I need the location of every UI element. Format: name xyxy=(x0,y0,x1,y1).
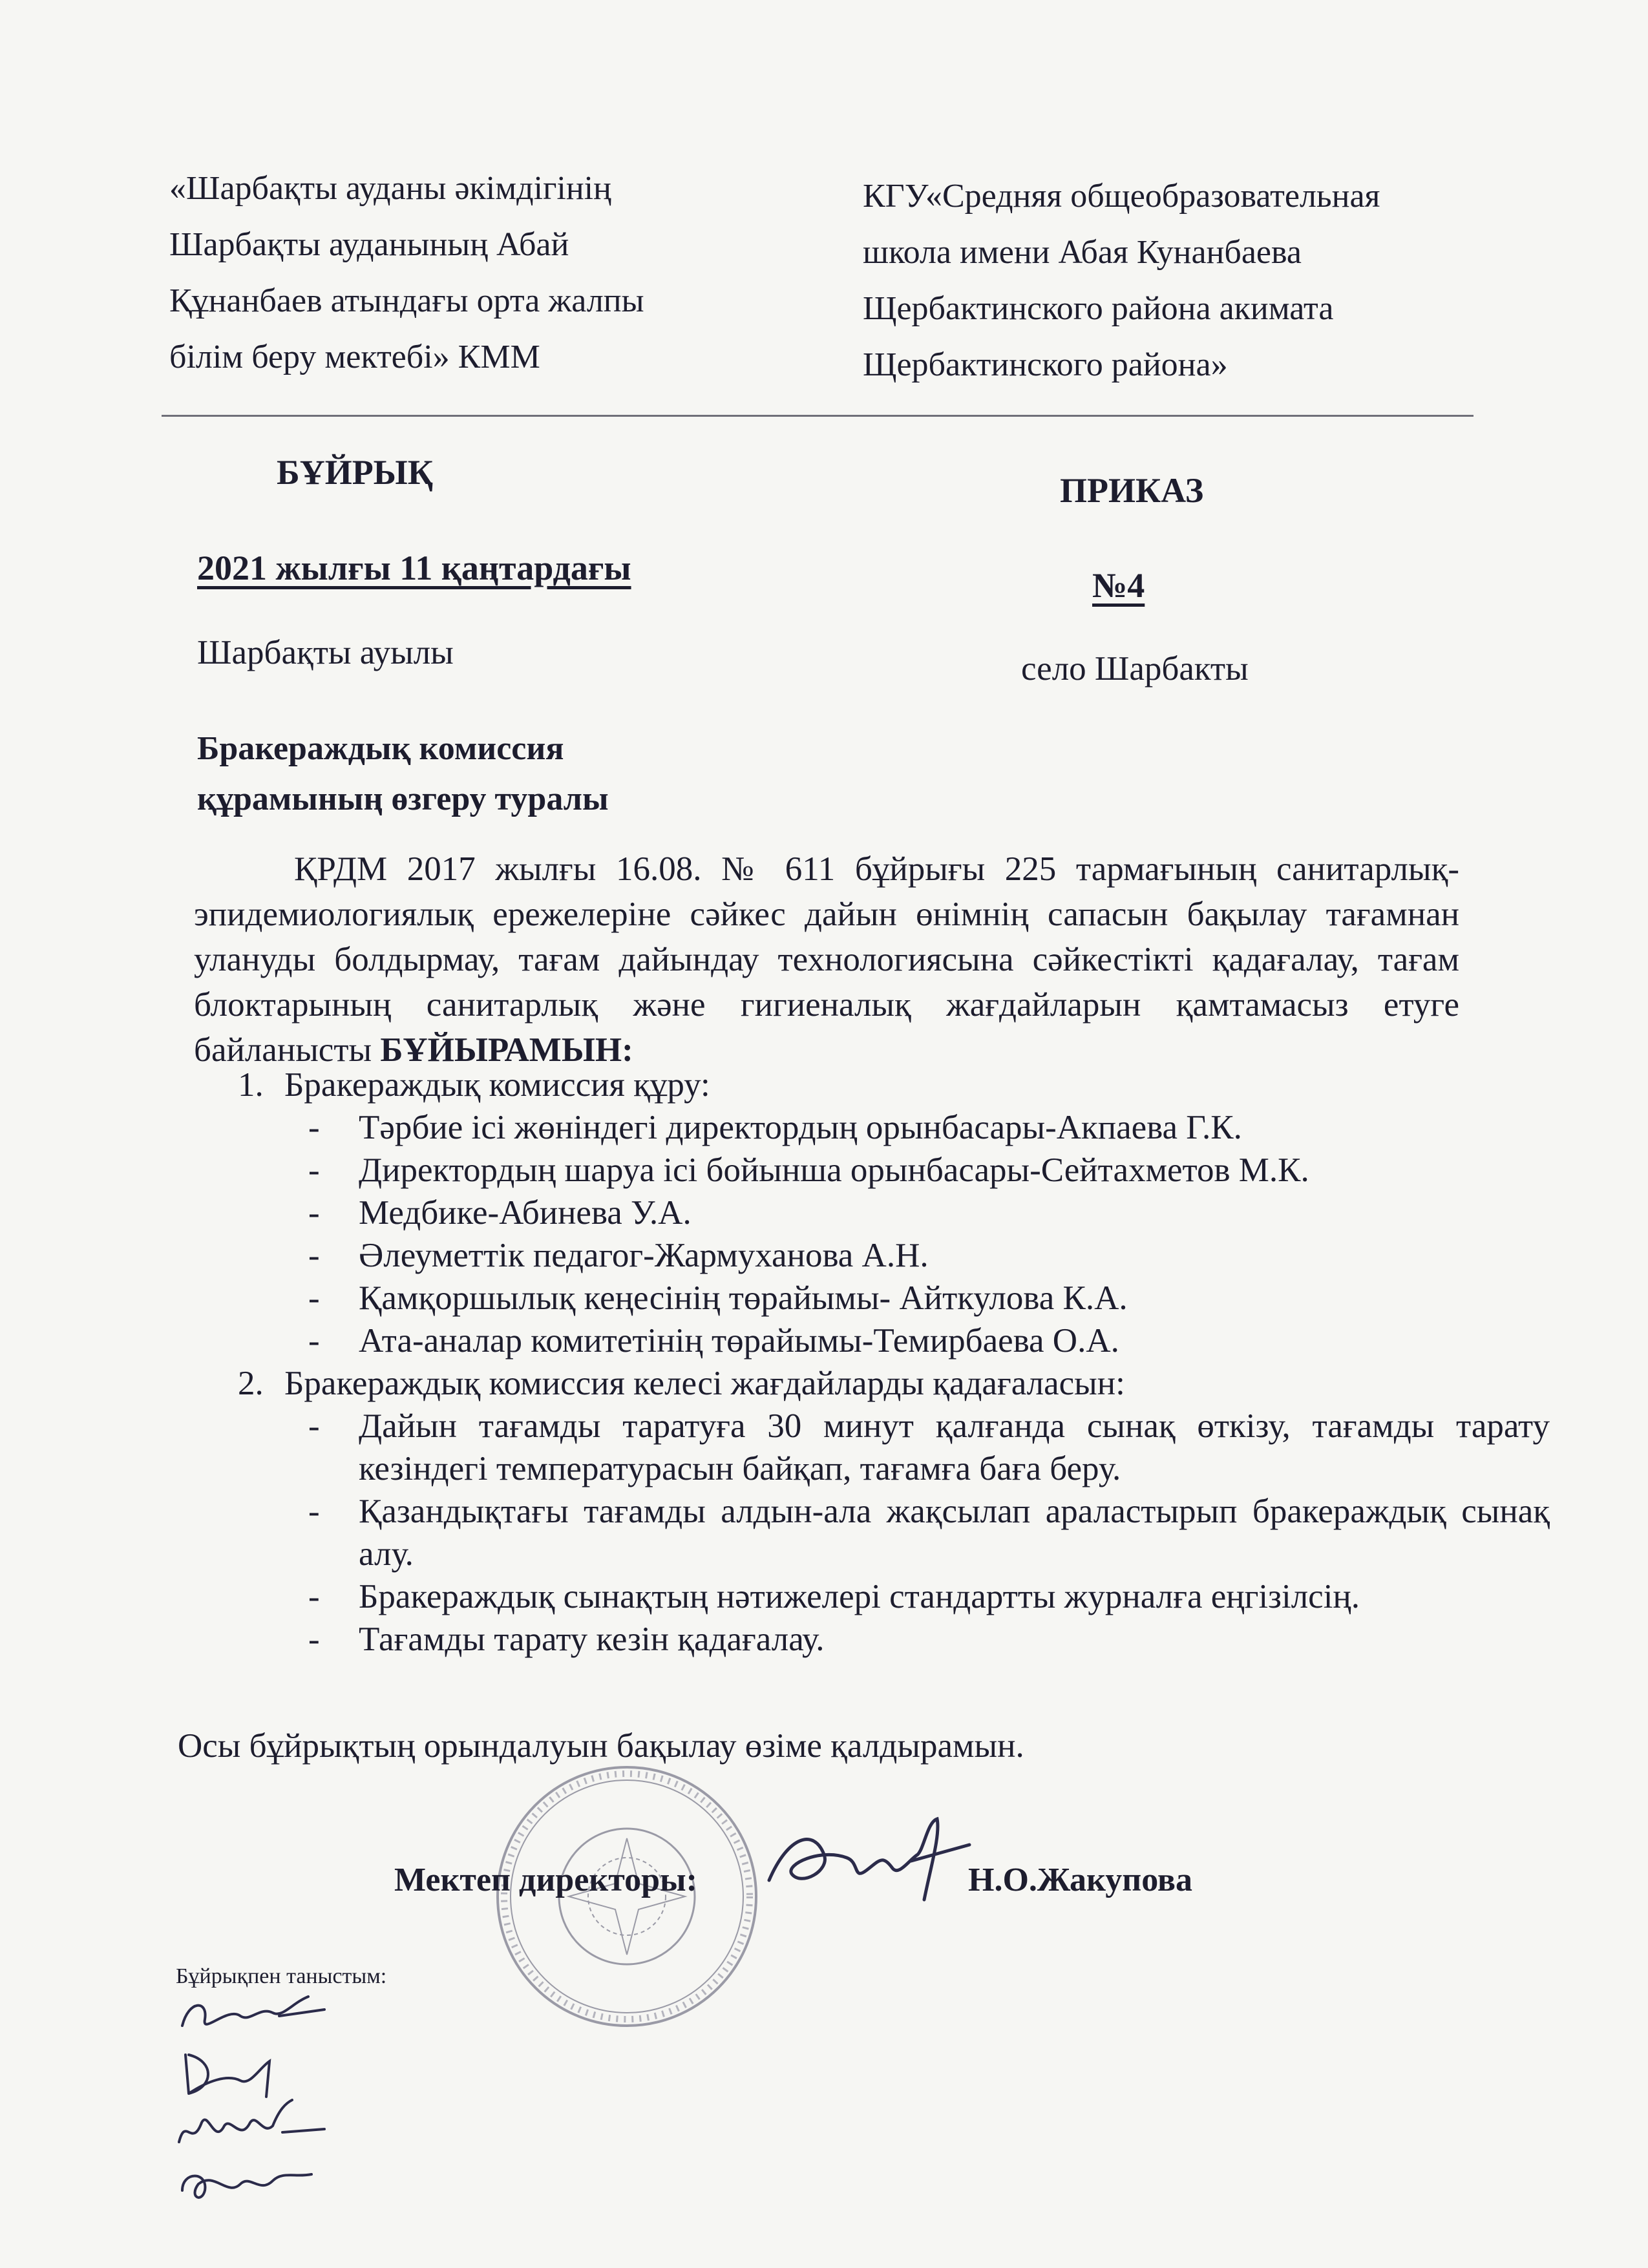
acknowledgement-signature xyxy=(169,2042,331,2100)
header-left-line: Шарбақты ауданының Абай xyxy=(169,226,569,263)
directive: БҰЙЫРАМЫН: xyxy=(380,1031,633,1069)
duty-list xyxy=(284,1405,1550,1661)
list-item xyxy=(308,1405,1550,1490)
order-item xyxy=(238,1362,1550,1661)
dash-mark: - xyxy=(308,1578,320,1615)
list-item xyxy=(308,1192,1550,1234)
list-item-text: Тәрбие ісі жөніндегі директордың орынбасары-Акпаева Г.К. xyxy=(359,1109,1242,1146)
list-item-text: Қазандықтағы тағамды алдын-ала жақсылап араластырып бракераждық сынақ алу. xyxy=(359,1493,1550,1573)
dash-mark: - xyxy=(308,1279,320,1317)
dash-mark: - xyxy=(308,1621,320,1658)
order-item-text: Бракераждық комиссия құру: xyxy=(284,1066,710,1104)
list-item-text: Ата-аналар комитетінің төрайымы-Темирбаева О.А. xyxy=(359,1322,1119,1360)
list-item-text: Тағамды тарату кезін қадағалау. xyxy=(359,1621,825,1658)
dash-mark: - xyxy=(308,1151,320,1189)
order-date: 2021 жылғы 11 қаңтардағы xyxy=(197,549,631,587)
place-kz: Шарбақты ауылы xyxy=(197,634,454,671)
header-right-line: КГУ«Средняя общеобразовательная xyxy=(863,178,1380,215)
order-title-kz: БҰЙРЫҚ xyxy=(277,453,433,492)
acknowledgement-signature xyxy=(169,1987,331,2045)
list-item-text: Бракераждық сынақтың нәтижелері стандартты журналға еңгізілсің. xyxy=(359,1578,1360,1615)
header-left xyxy=(169,160,644,385)
dash-mark: - xyxy=(308,1407,320,1445)
header-divider xyxy=(162,415,1474,417)
list-item xyxy=(308,1319,1550,1362)
acknowledgement-signature xyxy=(169,2097,331,2155)
header-left-line: Құнанбаев атындағы орта жалпы xyxy=(169,282,644,319)
member-list xyxy=(284,1106,1550,1362)
order-item-number: 2. xyxy=(238,1365,264,1402)
dash-mark: - xyxy=(308,1493,320,1530)
signature-label: Мектеп директоры: xyxy=(394,1862,697,1898)
header-right-line: Щербактинского района» xyxy=(863,346,1228,383)
order-items xyxy=(194,1064,1550,1661)
dash-mark: - xyxy=(308,1109,320,1146)
order-item xyxy=(238,1064,1550,1362)
header-right-line: Щербактинского района акимата xyxy=(863,290,1334,327)
list-item xyxy=(308,1106,1550,1149)
header-left-line: «Шарбақты ауданы әкімдігінің xyxy=(169,170,611,207)
list-item xyxy=(308,1234,1550,1277)
list-item xyxy=(308,1575,1550,1618)
list-item-text: Медбике-Абинева У.А. xyxy=(359,1194,692,1232)
order-number: №4 xyxy=(1092,566,1145,605)
director-signature xyxy=(763,1809,976,1913)
list-item-text: Дайын тағамды таратуға 30 минут қалғанда сынақ өткізу, тағамды тарату кезіндегі температурасын байқап, тағамға баға беру. xyxy=(359,1407,1550,1487)
director-name: Н.О.Жакупова xyxy=(968,1862,1192,1898)
acknowledgement-label: Бұйрықпен таныстым: xyxy=(176,1964,387,1988)
order-item-number: 1. xyxy=(238,1066,264,1104)
header-right-line: школа имени Абая Кунанбаева xyxy=(863,234,1302,271)
header-right xyxy=(863,168,1380,393)
list-item-text: Әлеуметтік педагог-Жармуханова А.Н. xyxy=(359,1237,929,1274)
acknowledgement-signature xyxy=(169,2152,331,2210)
list-item xyxy=(308,1490,1550,1575)
body-paragraph xyxy=(194,846,1459,1073)
list-item xyxy=(308,1618,1550,1661)
place-ru: село Шарбакты xyxy=(1021,650,1249,688)
dash-mark: - xyxy=(308,1237,320,1274)
body-paragraph-text: ҚРДМ 2017 жылғы 16.08. № 611 бұйрығы 225 тармағының санитарлық-эпидемиологиялық ережелеріне сәйкес дайын өнімнің сапасын бақылау тағамнан улануды болдырмау, тағам дайындау технологиясына сәйкестікті қадағалау, тағам блоктарының санитарлық және гигиеналық жағдайларын қамтамасыз етуге байланысты xyxy=(194,850,1459,1069)
order-subject-line: құрамының өзгеру туралы xyxy=(197,781,609,817)
dash-mark: - xyxy=(308,1194,320,1232)
list-item xyxy=(308,1277,1550,1319)
order-title-ru: ПРИКАЗ xyxy=(1060,471,1204,510)
order-item-text: Бракераждық комиссия келесі жағдайларды қадағаласын: xyxy=(284,1365,1125,1402)
order-subject xyxy=(197,724,609,824)
dash-mark: - xyxy=(308,1322,320,1360)
list-item-text: Қамқоршылық кеңесінің төрайымы- Айткулова К.А. xyxy=(359,1279,1128,1317)
list-item-text: Директордың шаруа ісі бойынша орынбасары-Сейтахметов М.К. xyxy=(359,1151,1309,1189)
closing-sentence: Осы бұйрықтың орындалуын бақылау өзіме қалдырамын. xyxy=(178,1727,1024,1765)
header-left-line: білім беру мектебі» КММ xyxy=(169,339,540,375)
list-item xyxy=(308,1149,1550,1192)
order-subject-line: Бракераждық комиссия xyxy=(197,730,564,767)
